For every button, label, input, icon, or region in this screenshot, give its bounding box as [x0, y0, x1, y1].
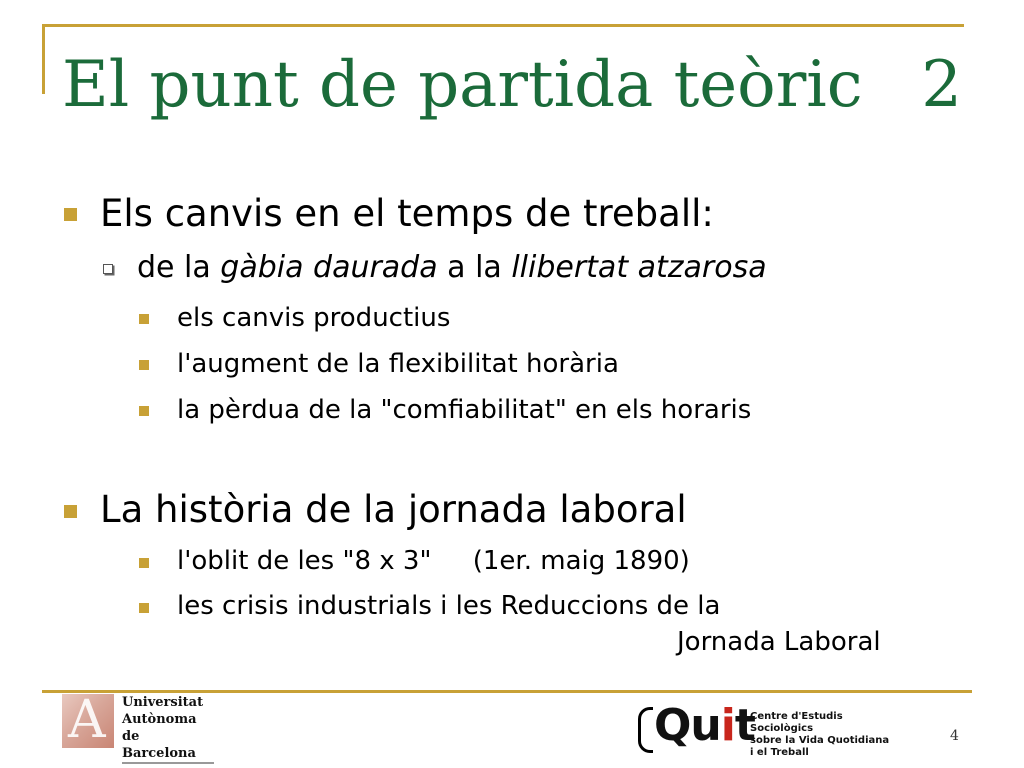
- bullet-square-icon: [64, 208, 77, 221]
- uab-logo-line-3: de Barcelona: [122, 729, 196, 761]
- hollow-square-bullet-icon: [103, 264, 113, 274]
- uab-logo-line-1: Universitat: [122, 695, 204, 710]
- bullet-square-icon: [139, 603, 149, 613]
- quit-bracket-icon: [638, 707, 653, 753]
- slide-title-text: El punt de partida teòric: [62, 48, 863, 122]
- quit-logo-line-3: i el Treball: [750, 747, 809, 758]
- slide-title: [62, 42, 962, 132]
- footer-divider: [42, 690, 972, 693]
- list-item: l'augment de la flexibilitat horària: [177, 349, 619, 379]
- page-number: 4: [950, 728, 959, 744]
- quit-letter-t: t: [734, 700, 755, 751]
- bullet-square-icon: [64, 505, 77, 518]
- sub-bullet-italic-2: llibertat atzarosa: [511, 250, 767, 285]
- slide-title-number: 2: [921, 48, 962, 122]
- bullet-item-2: La història de la jornada laboral: [100, 488, 687, 531]
- bullet-item-1: Els canvis en el temps de treball:: [100, 192, 714, 235]
- quit-logo: [638, 700, 908, 758]
- quit-logo-line-1: Centre d'Estudis Sociològics: [750, 711, 843, 734]
- bullet-square-icon: [139, 314, 149, 324]
- list-item-continuation: Jornada Laboral: [677, 627, 881, 657]
- quit-letter-i: i: [720, 700, 735, 751]
- sub-bullet-item: [137, 250, 767, 286]
- quit-wordmark: [654, 699, 755, 753]
- list-item: els canvis productius: [177, 303, 451, 333]
- quit-letter-u: u: [690, 700, 721, 751]
- uab-logo-text: [122, 694, 214, 764]
- bullet-square-icon: [139, 558, 149, 568]
- bullet-square-icon: [139, 406, 149, 416]
- uab-emblem-icon: A: [62, 694, 114, 748]
- title-frame-left: [42, 24, 45, 94]
- list-item: les crisis industrials i les Reduccions de la: [177, 591, 721, 621]
- sub-bullet-prefix: de la: [137, 250, 221, 285]
- list-item: l'oblit de les "8 x 3" (1er. maig 1890): [177, 546, 690, 576]
- uab-logo-line-2: Autònoma: [122, 712, 197, 727]
- sub-bullet-middle: a la: [437, 250, 512, 285]
- quit-logo-text: [750, 711, 908, 759]
- bullet-square-icon: [139, 360, 149, 370]
- quit-logo-line-2: sobre la Vida Quotidiana: [750, 735, 890, 746]
- uab-logo: [62, 690, 214, 761]
- sub-bullet-italic-1: gàbia daurada: [220, 250, 438, 285]
- list-item: la pèrdua de la "comfiabilitat" en els horaris: [177, 395, 752, 425]
- quit-letter-q: Q: [654, 700, 691, 751]
- title-frame-top: [42, 24, 964, 27]
